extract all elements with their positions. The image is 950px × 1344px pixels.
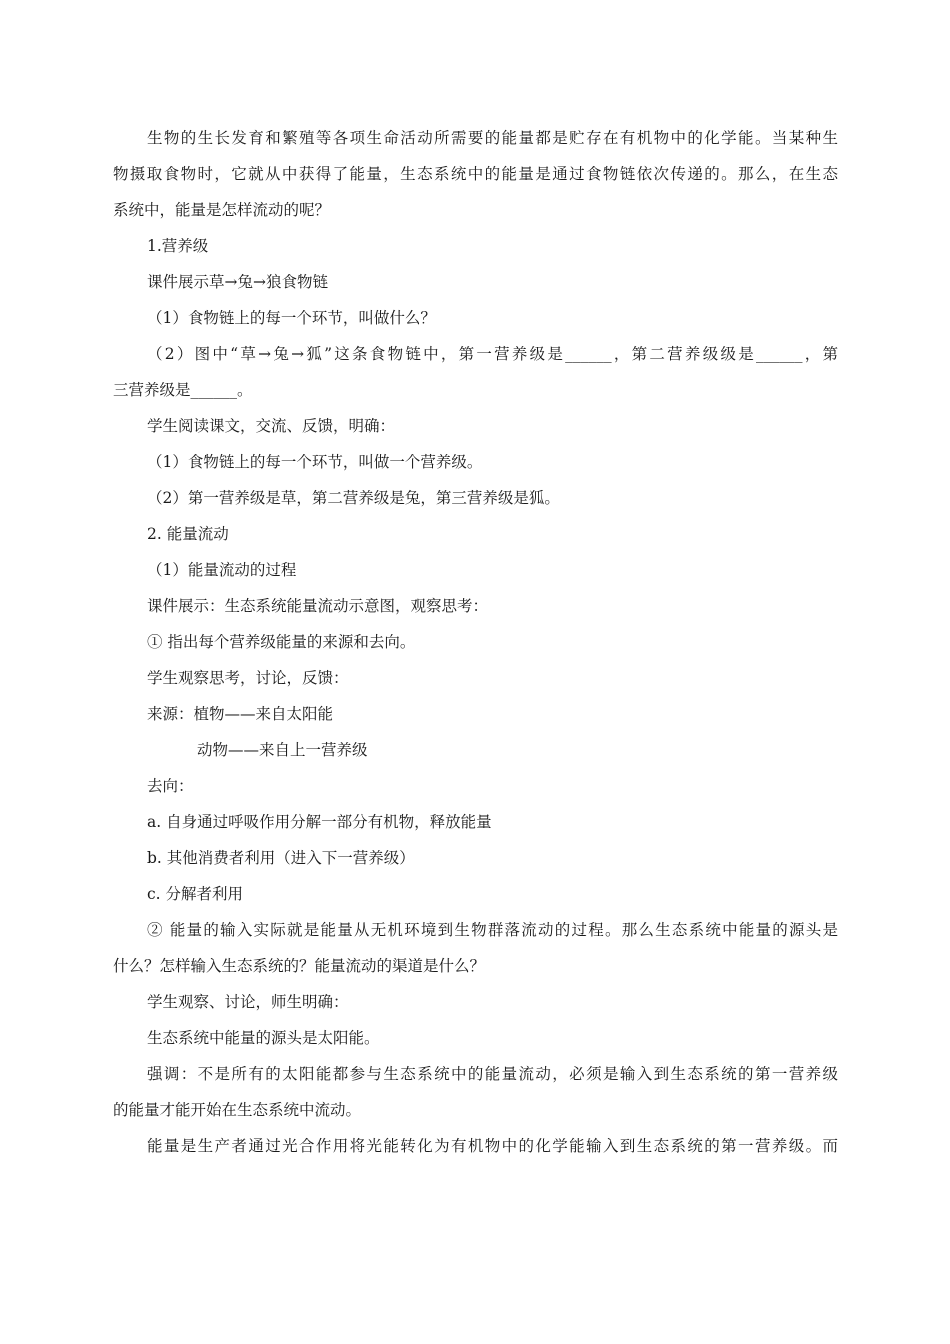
text-line-13: （1）能量流动的过程 (147, 561, 297, 579)
text-line-3: 系统中，能量是怎样流动的呢？ (113, 201, 331, 219)
text-line-28: 的能量才能开始在生态系统中流动。 (113, 1101, 362, 1119)
text-line-2: 物摄取食物时，它就从中获得了能量，生态系统中的能量是通过食物链依次传递的。那么，在生态 (113, 165, 838, 183)
text-line-4: 1.营养级 (147, 237, 209, 255)
text-line-19: 去向： (147, 777, 194, 795)
text-line-15: ① 指出每个营养级能量的来源和去向。 (147, 633, 416, 651)
text-line-20: a. 自身通过呼吸作用分解一部分有机物，释放能量 (147, 813, 492, 831)
text-line-27: 强调：不是所有的太阳能都参与生态系统中的能量流动，必须是输入到生态系统的第一营养级 (147, 1065, 838, 1083)
text-line-22: c. 分解者利用 (147, 885, 244, 903)
text-line-16: 学生观察思考，讨论，反馈： (147, 669, 349, 687)
text-line-1: 生物的生长发育和繁殖等各项生命活动所需要的能量都是贮存在有机物中的化学能。当某种生 (147, 129, 838, 147)
text-line-12: 2. 能量流动 (147, 525, 229, 543)
text-line-18: 动物——来自上一营养级 (197, 741, 368, 759)
text-line-9: 学生阅读课文，交流、反馈，明确： (147, 417, 396, 435)
text-line-6: （1）食物链上的每一个环节，叫做什么？ (147, 309, 436, 327)
text-line-25: 学生观察、讨论，师生明确： (147, 993, 349, 1011)
text-line-29: 能量是生产者通过光合作用将光能转化为有机物中的化学能输入到生态系统的第一营养级。而 (147, 1137, 838, 1155)
text-line-26: 生态系统中能量的源头是太阳能。 (147, 1029, 380, 1047)
text-line-24: 什么？怎样输入生态系统的？能量流动的渠道是什么？ (113, 957, 486, 975)
text-line-5: 课件展示草→兔→狼食物链 (147, 273, 328, 291)
text-line-11: （2）第一营养级是草，第二营养级是兔，第三营养级是狐。 (147, 489, 560, 507)
text-line-21: b. 其他消费者利用（进入下一营养级） (147, 849, 415, 867)
text-line-7: （2）图中“草→兔→狐”这条食物链中，第一营养级是______，第二营养级级是______，第 (147, 345, 838, 363)
text-line-23: ② 能量的输入实际就是能量从无机环境到生物群落流动的过程。那么生态系统中能量的源头是 (147, 921, 838, 939)
text-line-10: （1）食物链上的每一个环节，叫做一个营养级。 (147, 453, 483, 471)
text-line-14: 课件展示：生态系统能量流动示意图，观察思考： (147, 597, 489, 615)
text-line-8: 三营养级是______。 (113, 381, 253, 399)
document-body (113, 120, 838, 1164)
text-line-17: 来源：植物——来自太阳能 (147, 705, 334, 723)
